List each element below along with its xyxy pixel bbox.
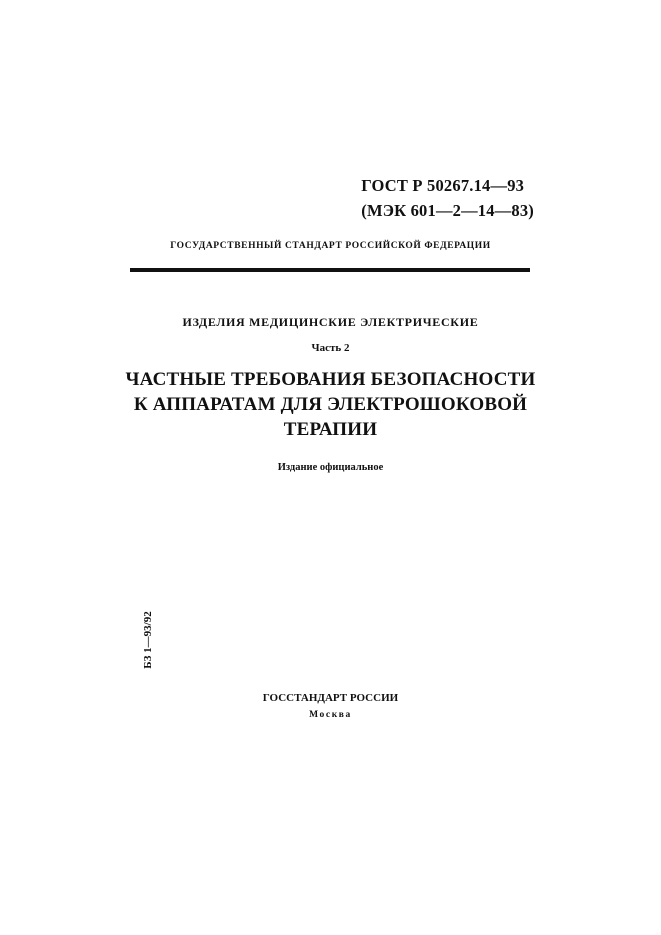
standard-number: ГОСТ Р 50267.14—93 [361,176,525,195]
title-line: ТЕРАПИИ [283,419,378,440]
part-label: Часть 2 [311,342,350,354]
side-code: БЗ 1—93/92 [142,611,154,669]
iec-number: (МЭК 601—2—14—83) [361,201,534,220]
document-title [0,367,661,442]
product-group-heading: ИЗДЕЛИЯ МЕДИЦИНСКИЕ ЭЛЕКТРИЧЕСКИЕ [182,315,479,329]
standard-designation [361,173,534,223]
edition-label: Издание официальное [277,462,384,473]
title-line: ЧАСТНЫЕ ТРЕБОВАНИЯ БЕЗОПАСНОСТИ [125,369,536,390]
publisher: ГОССТАНДАРТ РОССИИ [262,692,399,704]
state-standard-heading: ГОСУДАРСТВЕННЫЙ СТАНДАРТ РОССИЙСКОЙ ФЕДЕРАЦИИ [170,241,491,251]
publisher-city: Москва [309,710,352,720]
heading-rule [130,268,530,272]
title-line: К АППАРАТАМ ДЛЯ ЭЛЕКТРОШОКОВОЙ [133,394,528,415]
